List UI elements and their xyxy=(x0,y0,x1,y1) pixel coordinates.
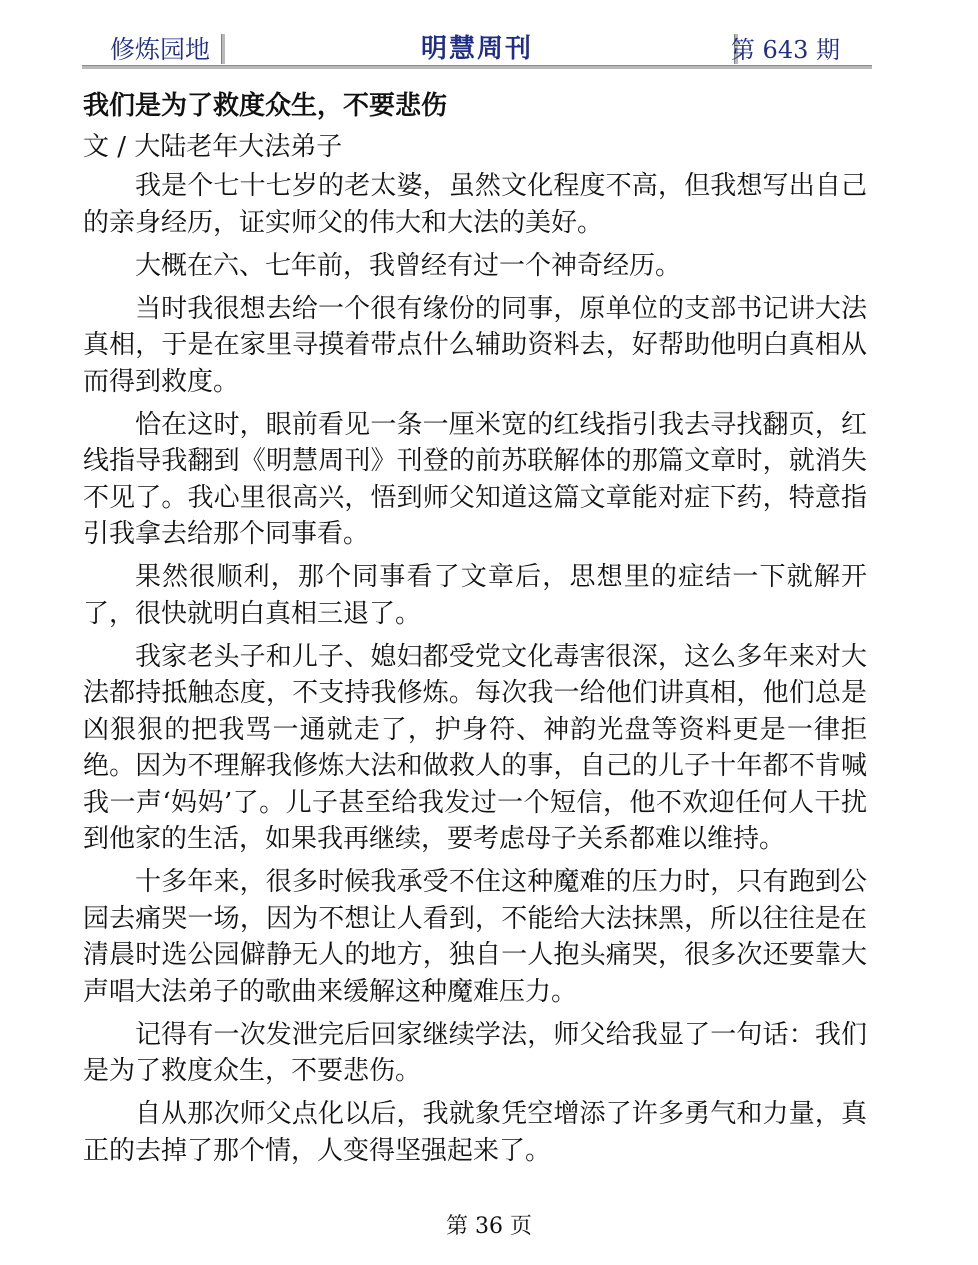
article xyxy=(83,88,867,1176)
article-title: 我们是为了救度众生，不要悲伤 xyxy=(83,91,448,121)
article-author: 文 / 大陆老年大法弟子 xyxy=(83,132,343,162)
page-header xyxy=(82,28,872,66)
page-number: 第 36 页 xyxy=(446,1214,532,1239)
magazine-title: 明慧周刊 xyxy=(420,34,533,64)
paragraph: 自从那次师父点化以后，我就象凭空增添了许多勇气和力量，真正的去掉了那个情，人变得坚强起来了。 xyxy=(83,1099,867,1166)
paragraph: 十多年来，很多时候我承受不住这种魔难的压力时，只有跑到公园去痛哭一场，因为不想让人看到，不能给大法抹黑，所以往往是在清晨时选公园僻静无人的地方，独自一人抱头痛哭，很多次还要靠大声唱大法弟子的歌曲来缓解这种魔难压力。 xyxy=(83,867,867,1007)
paragraph: 记得有一次发泄完后回家继续学法，师父给我显了一句话：我们是为了救度众生，不要悲伤。 xyxy=(83,1019,867,1086)
paragraph: 我是个七十七岁的老太婆，虽然文化程度不高，但我想写出自己的亲身经历，证实师父的伟大和大法的美好。 xyxy=(83,171,867,238)
issue-number: 第 643 期 xyxy=(730,36,840,64)
paragraph: 大概在六、七年前，我曾经有过一个神奇经历。 xyxy=(135,250,682,281)
paragraph: 当时我很想去给一个很有缘份的同事，原单位的支部书记讲大法真相，于是在家里寻摸着带点什么辅助资料去，好帮助他明白真相从而得到救度。 xyxy=(83,293,867,397)
section-name: 修炼园地 xyxy=(110,35,211,64)
paragraph: 恰在这时，眼前看见一条一厘米宽的红线指引我去寻找翻页，红线指导我翻到《明慧周刊》刊登的前苏联解体的那篇文章时，就消失不见了。我心里很高兴，悟到师父知道这篇文章能对症下药，特意指引我拿去给那个同事看。 xyxy=(83,409,867,549)
header-rule xyxy=(82,65,872,69)
paragraph: 我家老头子和儿子、媳妇都受党文化毒害很深，这么多年来对大法都持抵触态度，不支持我修炼。每次我一给他们讲真相，他们总是凶狠狠的把我骂一通就走了，护身符、神韵光盘等资料更是一律拒绝。因为不理解我修炼大法和做救人的事，自己的儿子十年都不肯喊我一声‘妈妈’了。儿子甚至给我发过一个短信，他不欢迎任何人干扰到他家的生活，如果我再继续，要考虑母子关系都难以维持。 xyxy=(83,641,867,854)
paragraph: 果然很顺利，那个同事看了文章后，思想里的症结一下就解开了，很快就明白真相三退了。 xyxy=(83,562,867,629)
